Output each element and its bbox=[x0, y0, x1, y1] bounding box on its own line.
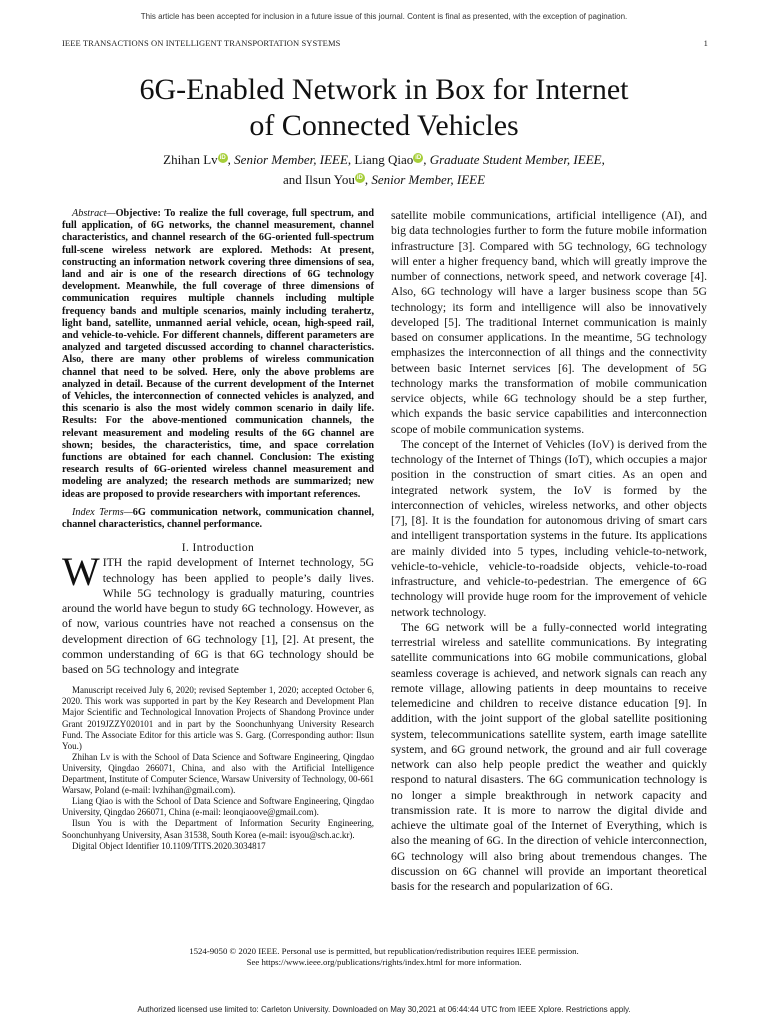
copyright-line-2: See https://www.ieee.org/publications/rights/index.html for more information. bbox=[246, 957, 522, 967]
right-paragraph-3: The 6G network will be a fully-connected world integrating terrestrial wireless and satellite communications. By integrating satellite communications into 6G mobile communications, global seamless coverage is achieved, and network signals can reach any remote village, allowing patients in deep mountains to receive telemedicine and children to receive distance education [9]. In addition, with the joint support of the global satellite positioning system, telecommunications satellite system, earth image satellite system, and 6G ground network, the ground and air full coverage network can also help people predict the weather and quickly respond to natural disasters. The 6G communication technology is no longer a simple breakthrough in network capacity and transmission rate. It is more to narrow the digital divide and achieve the ultimate goal of the Internet of Everything, which is also the meaning of 6G. In the direction of vehicle interconnection, 6G technology will also bring about tremendous changes. The discussion on 6G channel will provide an important theoretical basis for the research and popularization of 6G. bbox=[391, 620, 707, 893]
orcid-icon[interactable]: iD bbox=[219, 154, 226, 161]
index-terms bbox=[62, 507, 374, 531]
left-column bbox=[62, 208, 374, 852]
running-head bbox=[62, 38, 708, 48]
page-number: 1 bbox=[703, 38, 708, 48]
author-1-role: Senior Member, IEEE bbox=[234, 152, 348, 167]
index-terms-text: 6G communication network, communication channel, channel characteristics, channel performance. bbox=[62, 506, 374, 531]
orcid-icon[interactable]: iD bbox=[356, 174, 363, 181]
author-2-role: Graduate Student Member, IEEE bbox=[429, 152, 602, 167]
footnote-manuscript: Manuscript received July 6, 2020; revised September 1, 2020; accepted October 6, 2020. This work was supported in part by the Key Research and Development Plan Major Scientific and Technological Innovation Projects of Shandong Province under Grant 2019JZZY020101 and in part by the Soonchunhyang University Research Fund. The Associate Editor for this article was S. Garg. (Corresponding author: Ilsun You.) bbox=[62, 685, 374, 751]
author-list: Zhihan Lv iD , Senior Member, IEEE, Liang Qiao iD , Graduate Student Member, IEEE, and Ilsun You iD , Senior Member, IEEE bbox=[163, 152, 605, 187]
title-line-1: 6G-Enabled Network in Box for Internet bbox=[139, 73, 629, 106]
right-column bbox=[391, 208, 707, 894]
author-2-name: Liang Qiao bbox=[354, 152, 414, 167]
footnote-author-1: Zhihan Lv is with the School of Data Science and Software Engineering, Qingdao University, Qingdao 266071, China, and also with the Artificial Intelligence Department, Institute of Computer Science, Warsaw University of Technology, 00-661 Warsaw, Poland (e-mail: lvzhihan@gmail.com). bbox=[62, 751, 374, 796]
copyright-line-1: 1524-9050 © 2020 IEEE. Personal use is permitted, but republication/redistribution requires IEEE permission. bbox=[189, 946, 579, 956]
author-1-name: Zhihan Lv bbox=[163, 152, 218, 167]
intro-paragraph-1 bbox=[62, 549, 374, 677]
abstract bbox=[62, 208, 374, 501]
footnote-author-3: Ilsun You is with the Department of Information Security Engineering, Soonchunhyang University, Asan 31538, South Korea (e-mail: isyou@sch.ac.kr). bbox=[62, 818, 374, 840]
title-line-2: of Connected Vehicles bbox=[249, 109, 519, 142]
acceptance-notice: This article has been accepted for inclusion in a future issue of this journal. Content is final as presented, with the exception of pagination. bbox=[140, 12, 628, 21]
footnote-author-2: Liang Qiao is with the School of Data Science and Software Engineering, Qingdao University, Qingdao 266071, China (e-mail: leonqiaoove@gmail.com). bbox=[62, 796, 374, 818]
right-paragraph-2: The concept of the Internet of Vehicles (IoV) is derived from the technology of the Internet of Things (IoT), which occupies a major position in the construction of smart cities. As an open and integrated network system, the IoV is formed by the interconnection of vehicles, wireless networks, and other objects [7], [8]. It is the foundation for autonomous driving of smart cars and intelligent transportation systems in the future. Its applications are mainly divided into 5 types, including vehicle-to-network, vehicle-to-vehicle, vehicle-to-roadside objects, vehicle-to-road infrastructure, and vehicle-to-pedestrian. The emergence of 6G technology will provide huge room for the improvement of vehicle network technology. bbox=[391, 437, 707, 619]
author-3-role: Senior Member, IEEE bbox=[371, 172, 486, 187]
journal-name: IEEE TRANSACTIONS ON INTELLIGENT TRANSPORTATION SYSTEMS bbox=[62, 38, 341, 48]
introduction-body bbox=[62, 549, 374, 677]
copyright-notice bbox=[62, 946, 706, 968]
license-notice: Authorized licensed use limited to: Carleton University. Downloaded on May 30,2021 at 06:44:44 UTC from IEEE Xplore. Restrictions apply. bbox=[137, 1005, 631, 1014]
abstract-lead: Abstract— bbox=[72, 208, 116, 219]
abstract-text: Objective: To realize the full coverage, full spectrum, and full application, of 6G networks, the channel measurement, channel characteristics, and channel research of the 6G-oriented full-spectrum full-scene wireless network are explored. Methods: At present, constructing an information network covering three dimensions of sea, land and air is one of the research directions of 6G technology development. Meanwhile, the full coverage of three dimensions of communication requires multiple channels including multiple frequency bands and multiple scenarios, mainly including terahertz, light band, satellite, unmanned aerial vehicle, ocean, high-speed rail, and vehicle-to-vehicle. For different channels, different parameters are analyzed and targeted discussed according to channel characteristics. Also, there are many other problems of wireless communication channel that need to be solved. Here, only the above problems are analyzed in detail. Because of the current development of the Internet of Vehicles, the interconnection of connected vehicles is analyzed, and this scenario is also the most widely common scenario in daily life. Results: For the above-mentioned communication channels, the relevant measurement and modeling results of the 6G channel are shown; besides, the characteristics, time, and space correlation functions are obtained for each channel. Conclusion: The existing research results of 6G-oriented wireless channel measurement and modeling are analyzed; the research methods are summarized; new ideas are proposed to provide researchers with important references. bbox=[62, 208, 374, 500]
intro-paragraph-1-text: ITH the rapid development of Internet technology, 5G technology has been applied to people’s daily lives. While 5G technology is gradually maturing, countries around the world have begun to study 6G technology. However, as of now, various countries have not reached a consensus on the development direction of 6G technology [1], [2]. At present, the common understanding of 6G is that 6G technology should be based on 5G technology and integrate bbox=[62, 556, 374, 677]
author-3-prefix: and bbox=[282, 172, 302, 187]
section-heading-introduction: I. Introduction bbox=[181, 542, 255, 555]
footnote-doi: Digital Object Identifier 10.1109/TITS.2020.3034817 bbox=[72, 840, 266, 851]
paper-title bbox=[62, 72, 706, 144]
orcid-icon[interactable]: iD bbox=[415, 154, 422, 161]
right-paragraph-1: satellite mobile communications, artificial intelligence (AI), and big data technologies further to form the future mobile information infrastructure [3]. Compared with 5G technology, 6G technology will enter a higher frequency band, which will greatly improve the number of connections, network speed, and network coverage [4]. Also, 6G technology will have a larger business scope than 5G technology; its form and intelligence will also be innovatively developed [5]. The traditional Internet communication is mainly based on consumer applications. In the meantime, 5G technology emphasizes the interconnection of all things and the connectivity between basic Internet services [6]. The development of 5G technology marks the transformation of mobile communication service objects, while 6G technology should be a step further, which expands the basic service capabilities and interconnection scope of mobile communication systems. bbox=[391, 209, 707, 436]
footnotes bbox=[62, 685, 374, 851]
dropcap: W bbox=[62, 549, 100, 595]
index-terms-lead: Index Terms— bbox=[72, 506, 133, 518]
author-3-name: Ilsun You bbox=[304, 172, 355, 187]
